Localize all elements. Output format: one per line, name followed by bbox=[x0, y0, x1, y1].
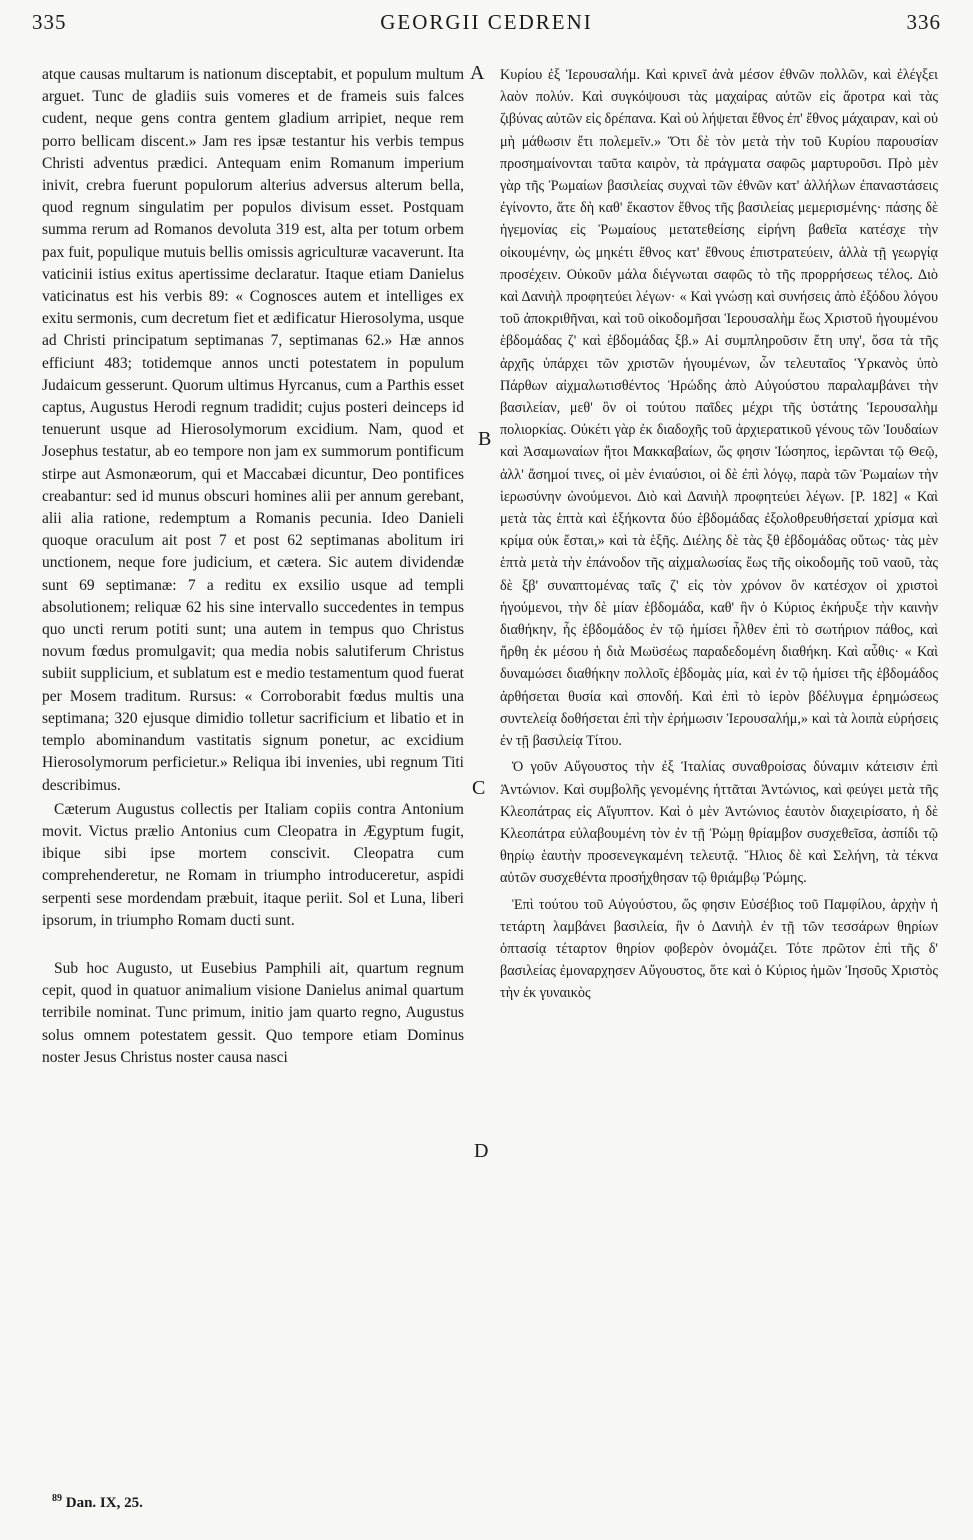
latin-paragraph-1: atque causas multarum is nationum disceptabit, et populum multum arguet. Tunc de gladiis suis vomeres et de frameis suis falces cudent, neque gens contra gentem gladium arripiet, neque rem porro bellicam discent.» Jam res ipsæ testantur his verbis tempus Christi adventus prædici. Antequam enim Romanum imperium inivit, crebra fuerunt populorum alterius adversus alterum bella, quod regnum singulatim per populos divisum esset. Postquam summa rerum ad Romanos devoluta 319 est, alta per totum orbem pax fuit, populique mutuis bellis omissis agriculturæ vacaverunt. Ita vaticinii istius exitus apertissime declaratur. Itaque etiam Danielus vaticinatus est his verbis 89: « Cognosces autem et intelliges ex exitu sermonis, cum decretum fiet et ædificatur Hierosolyma, usque ad Christi principatum septimanas 7, septimanas 62.» Hæ annos efficiunt 483; totidemque annos uncti potestatem in populum Judaicum gesserunt. Quorum ultimus Hyrcanus, cum a Parthis esset captus, Augustus Herodi regnum tradidit; cujus posteri deinceps id tenuerunt usque ad Hierosolymorum excidium. Nam, quod et Josephus testatur, ab eo tempore non jam ex summorum pontificum stirpe aut Asmonæorum, qui et Maccabæi dicuntur, Deo pontifices creabantur: sed id munus obscuri homines alii per annum gerebant, alii alia ratione, redemptum a Romanis pecunia. Ideo Danieli quoque oraculum ait post 7 et post 62 septimanas abolitum iri unctionem, neque fore judicium, et cætera. Sic autem dividendæ sunt 69 septimanæ: 7 a reditu ex exsilio usque ad templi absolutionem; reliquæ 62 his sine intervallo succedentes in tempus quo uncti rerum potiti sunt; una autem in tempus quo Christus novum fœdus promulgavit; qua media nobis salutiferum Christus subiit supplicium, et sublatum est e medio testamentum quod fuerat per Mosem traditum. Rursus: « Corroborabit fœdus multis una septimana; 320 ejusque dimidio tolletur sacrificium et libatio et in templo abominandum vastitatis signum ponetur, ac excidium Hierosolymorum perficietur.» Reliqua ibi invenies, ubi regnum Titi describimus. bbox=[42, 66, 464, 794]
footnote-text: Dan. IX, 25. bbox=[65, 1495, 143, 1511]
running-title: GEORGII CEDRENI bbox=[380, 10, 593, 34]
greek-column bbox=[500, 64, 938, 1496]
footnote bbox=[52, 1493, 143, 1512]
latin-paragraph-2: Cæterum Augustus collectis per Italiam copiis contra Antonium movit. Victus prælio Antonius cum Cleopatra in Ægyptum fugit, ibique sibi ipse mortem conscivit. Cleopatra cum comprehenderetur, ne Romam in triumpho introduceretur, aspidi serpenti sese mordendam præbuit, itaque periit. Sol et Luna, liberi ipsorum, in triumpho Romam ducti sunt. bbox=[42, 800, 464, 929]
running-header bbox=[32, 10, 941, 40]
margin-marker-c: C bbox=[472, 777, 486, 799]
greek-paragraph-1: Κυρίου ἐξ Ἱερουσαλήμ. Καὶ κρινεῖ ἀνὰ μέσον ἐθνῶν πολλῶν, καὶ ἐλέγξει λαὸν πολύν. Καὶ συγκόψουσι τὰς μαχαίρας αὐτῶν εἰς ἄροτρα καὶ τὰς ζιβύνας αὐτῶν εἰς δρέπανα. Καὶ οὐ λήψεται ἔθνος ἐπ' ἔθνος μάχαιραν, καὶ οὐ μὴ μάθωσιν ἔτι πολεμεῖν.» Ὅτι δὲ τὸν μετὰ τὴν τοῦ Κυρίου παρουσίαν προσημαίνονται ταῦτα καιρὸν, τὰ πράγματα σαφῶς μαρτυροῦσι. Πρὸ μὲν γὰρ τῆς Ῥωμαίων βασιλείας συχναὶ τῶν ἐθνῶν κατ' ἀλλήλων ἐπαναστάσεις ἐγίνοντο, ἅτε δὴ καθ' ἕκαστον ἔθνος τῆς βασιλείας μεμερισμένης· πάσης δὲ ἡγεμονίας εἰς Ῥωμαίους μετατεθείσης εἰρήνη βαθεῖα κατέσχε τὴν οἰκουμένην, ὡς μηκέτι ἔθνος κατ' ἔθνους ἐπιστρατεύειν, ἀλλὰ τῇ γεωργίᾳ προσέχειν. Οὐκοῦν μάλα διέγνωται σαφῶς τὸ τῆς προρρήσεως τέλος. Διὸ καὶ Δανιὴλ προφητεύει λέγων· « Καὶ γνώσῃ καὶ συνήσεις ἀπὸ ἐξόδου λόγου τοῦ ἀποκριθῆναι, καὶ τοῦ οἰκοδομῆσαι Ἱερουσαλὴμ ἕως Χριστοῦ ἡγουμένου ἑβδομάδας ζ' καὶ ἑβδομάδας ξβ.» Αἱ συμπληροῦσιν ἔτη υπγ', ὅσα τὰ τῆς ἀρχῆς ὑπάρχει τῶν χριστῶν ἡγουμένων, ὧν τελευταῖος Ὑρκανὸς ὑπὸ Πάρθων αἰχμαλωτισθέντος Ἡρώδης ἀπὸ Αὐγούστου παραλαμβάνει τὴν βασιλείαν, μεθ' ὃν οἱ τούτου παῖδες μέχρι τῆς ὑστάτης Ἱερουσαλὴμ πολιορκίας. Οὐκέτι γὰρ ἐκ διαδοχῆς τοῦ ἀρχιερατικοῦ γένους τῶν Ἰουδαίων καὶ Ἀσαμωναίων ἤτοι Μακκαβαίων, ὥς φησιν Ἰώσηπος, ἱερῶνται τῷ Θεῷ, ἀλλ' ἄσημοί τινες, οἱ μὲν ἐνιαύσιοι, οἱ δὲ ἐπὶ λόγῳ, παρὰ τῶν Ῥωμαίων τὴν ἱερωσύνην ὠνούμενοι. Διὸ καὶ Δανιὴλ προφητεύει λέγων. [P. 182] « Καὶ μετὰ τὰς ἑπτὰ καὶ ἑξήκοντα δύο ἑβδομάδας ἐξολοθρευθήσεταί χρίσμα καὶ κρίμα οὐκ ἔσται,» καὶ τὰ ἑξῆς. Διέλης δὲ τὰς ξθ ἑβδομάδας οὕτως· τὰς μὲν ἑπτὰ μετὰ τὴν ἐπάνοδον τῆς αἰχμαλωσίας ἕως τῆς οἰκοδομῆς τοῦ ναοῦ, τὰς δὲ ξβ' συναπτομένας ταῖς ζ' εἰς τὸν χρόνον ὃν κατέσχον οἱ χριστοὶ ἡγούμενοι, τὴν δὲ μίαν ἑβδομάδα, καθ' ἣν ὁ Κύριος ἐκήρυξε τὴν καινὴν διαθήκην, ἧς ἑβδομάδος ἐν τῷ ἡμίσει ἦλθεν ἐπὶ τὸ σωτήριον πάθος, καὶ ἤρθη ἐκ μέσου ἡ διὰ Μωϋσέως παραδεδομένη διαθήκη. Καὶ αὖθις· « Καὶ δυναμώσει διαθήκην πολλοῖς ἑβδομὰς μία, καὶ ἐν τῷ ἡμίσει τῆς ἑβδομάδος ἀρθήσεται θυσία καὶ σπονδή. Καὶ ἐπὶ τὸ ἱερὸν βδέλυγμα ἐρημώσεως συντελείᾳ δοθήσεται ἐπὶ τὴν ἐρήμωσιν Ἱερουσαλήμ,» καὶ τὰ λοιπὰ εὑρήσεις ἐν τῇ βασιλείᾳ Τίτου. bbox=[500, 67, 938, 750]
margin-marker-b: B bbox=[478, 428, 492, 450]
right-page-number: 336 bbox=[906, 10, 941, 34]
greek-paragraph-2: Ὁ γοῦν Αὔγουστος τὴν ἐξ Ἰταλίας συναθροίσας δύναμιν κάτεισιν ἐπὶ Ἀντώνιον. Καὶ συμβολῆς γενομένης ἡττᾶται Ἀντώνιος, καὶ φεύγει μετὰ τῆς Κλεοπάτρας εἰς Αἴγυπτον. Καὶ ὁ μὲν Ἀντώνιος ἑαυτὸν διαχειρίσατο, ἡ δὲ Κλεοπάτρα εὐλαβουμένη τὸν ἐν τῇ Ῥώμῃ θρίαμβον συσχεθεῖσα, ἀσπίδι τῷ θηρίῳ ἑαυτὴν προσενεγκαμένη τελευτᾷ. Ἥλιος δὲ καὶ Σελήνη, τὰ τέκνα αὐτῶν συσχεθέντα προσήχθησαν τῷ θριάμβῳ Ῥώμης. bbox=[500, 759, 938, 887]
margin-marker-d: D bbox=[474, 1140, 489, 1162]
footnote-number: 89 bbox=[52, 1493, 62, 1504]
left-page-number: 335 bbox=[32, 10, 67, 34]
latin-paragraph-3: Sub hoc Augusto, ut Eusebius Pamphili ait, quartum regnum cepit, quod in quatuor animalium visione Danielus animal quartum terribile nominat. Tunc primum, initio jam quarto regno, Augustus solus omnem potestatem gessit. Quo tempore etiam Dominus noster Jesus Christus noster causa nasci bbox=[42, 959, 464, 1066]
latin-column bbox=[42, 64, 464, 1484]
greek-paragraph-3: Ἐπὶ τούτου τοῦ Αὐγούστου, ὥς φησιν Εὐσέβιος τοῦ Παμφίλου, ἀρχὴν ἡ τετάρτη λαμβάνει βασιλεία, ἣν ὁ Δανιὴλ ἐν τῇ τῶν τεσσάρων θηρίων ὀπτασίᾳ τέταρτον θηρίον φοβερὸν ὀνομάζει. Τότε πρῶτον ἐπὶ τῆς δ' βασιλείας ἐμοναρχησεν Αὔγουστος, ὅτε καὶ ὁ Κύριος ἡμῶν Ἰησοῦς Χριστὸς τὴν ἐκ γυναικὸς bbox=[500, 896, 938, 1002]
margin-marker-a: A bbox=[470, 62, 485, 84]
